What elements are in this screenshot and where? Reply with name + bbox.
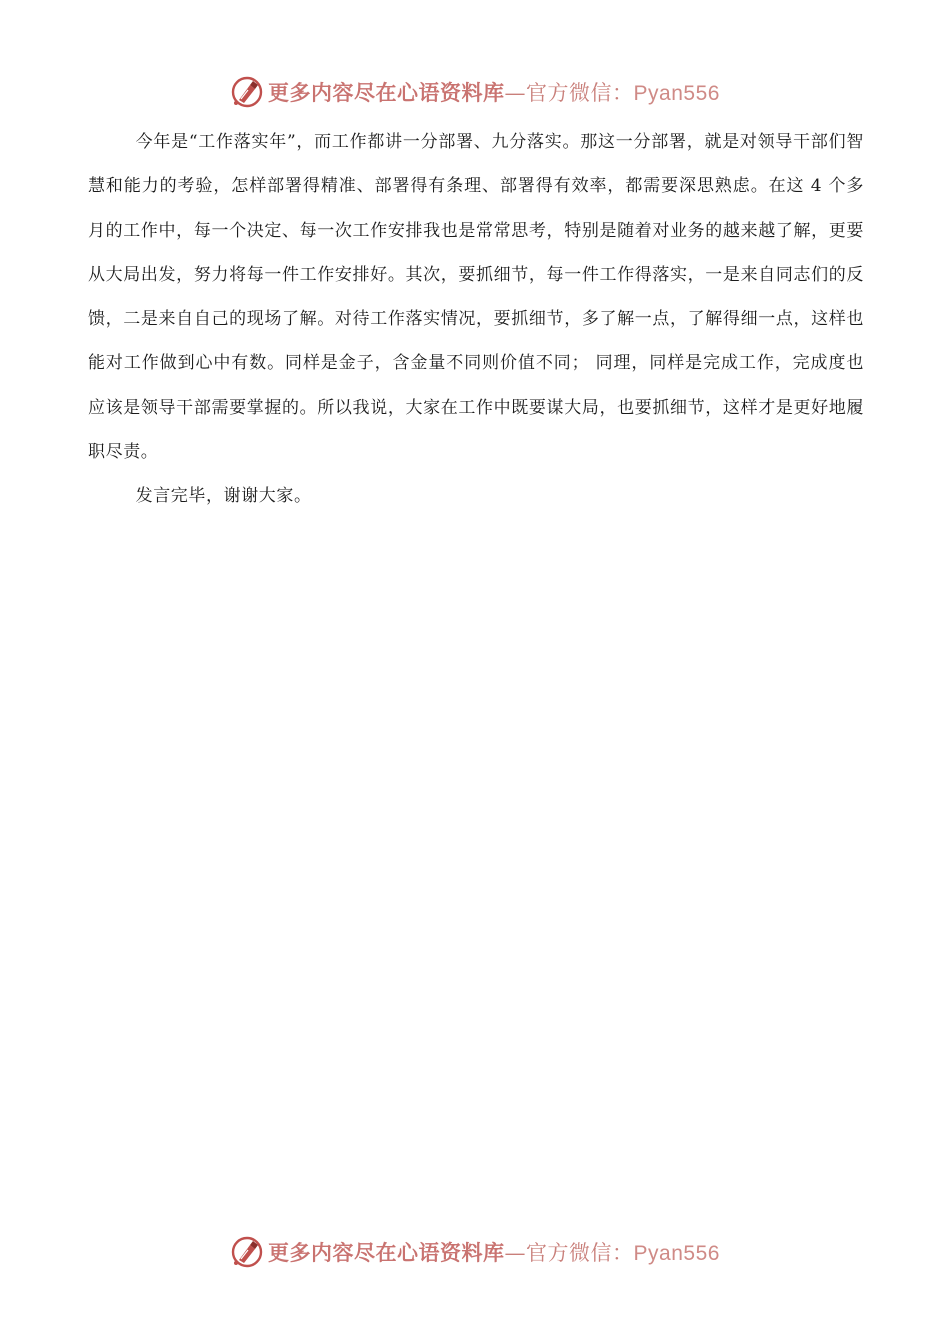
footer-banner-text: [268, 1237, 720, 1267]
fountain-pen-logo-icon: [230, 75, 264, 109]
header-wechat-id: Pyan556: [633, 82, 720, 105]
footer-site-text: 更多内容尽在心语资料库: [268, 1240, 505, 1265]
document-body: [88, 120, 864, 519]
body-paragraph-1: 今年是“工作落实年”，而工作都讲一分部署、九分落实。那这一分部署，就是对领导干部们智慧和能力的考验，怎样部署得精准、部署得有条理、部署得有效率，都需要深思熟虑。在这 4 个多月的工作中，每一个决定、每一次工作安排我也是常常思考，特别是随着对业务的越来越了解，更要从大局出发，努力将每一件工作安排好。其次，要抓细节，每一件工作得落实，一是来自同志们的反馈，二是来自自己的现场了解。对待工作落实情况，要抓细节，多了解一点，了解得细一点，这样也能对工作做到心中有数。同样是金子，含金量不同则价值不同； 同理，同样是完成工作，完成度也应该是领导干部需要掌握的。所以我说，大家在工作中既要谋大局，也要抓细节，这样才是更好地履职尽责。: [88, 132, 864, 463]
header-dash: —: [504, 81, 527, 105]
footer-dash: —: [504, 1241, 527, 1265]
footer-wechat-id: Pyan556: [633, 1242, 720, 1265]
header-wechat-label: 官方微信：: [526, 81, 634, 105]
body-paragraph-2: 发言完毕，谢谢大家。: [135, 486, 312, 507]
header-banner: [0, 72, 950, 112]
footer-banner: [0, 1232, 950, 1272]
header-banner-text: [268, 77, 720, 107]
footer-wechat-label: 官方微信：: [526, 1241, 634, 1265]
fountain-pen-logo-icon: [230, 1235, 264, 1269]
header-site-text: 更多内容尽在心语资料库: [268, 80, 505, 105]
